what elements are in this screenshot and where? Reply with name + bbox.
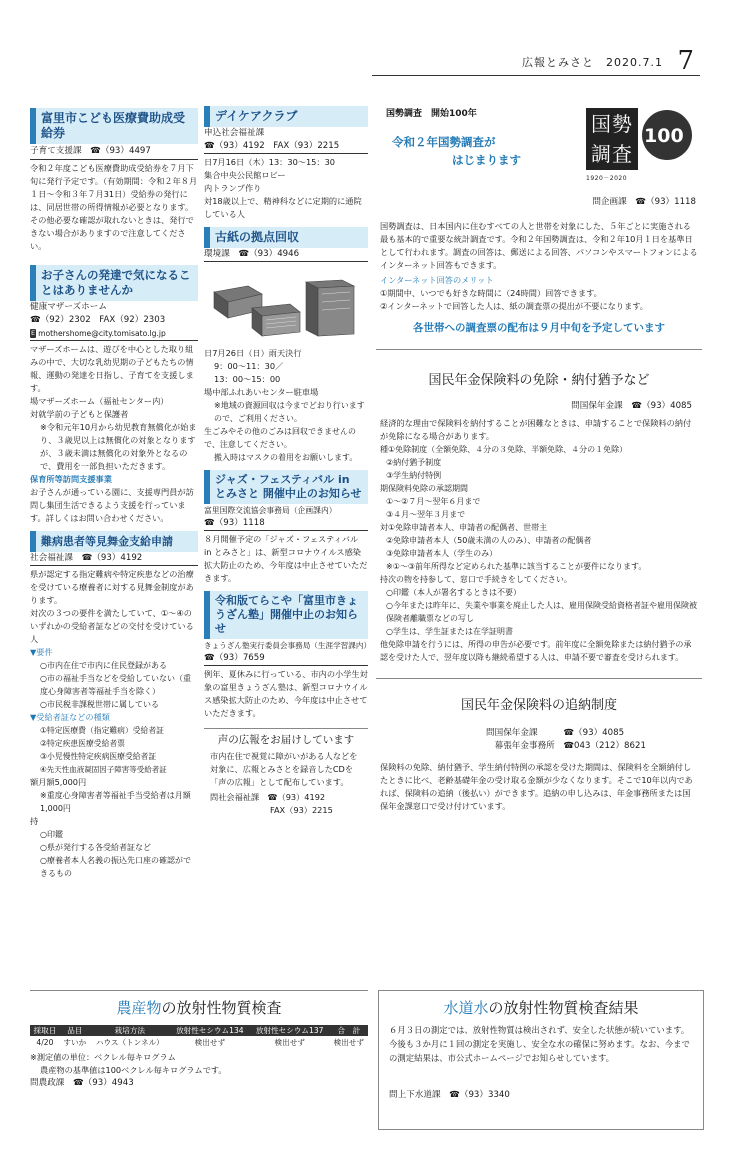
email-icon: E [31, 329, 36, 337]
kodomo-title: 富里市こども医療費助成受給券 [30, 108, 198, 144]
census-header [376, 100, 702, 218]
menjo-line-10: 持次の物を持参して、窓口で手続きをしてください。 [380, 575, 572, 584]
nousan-cell: 検出せず [274, 1038, 305, 1047]
nousan-col-method: 栽培方法 [90, 1025, 170, 1036]
kogami-extra: 生ごみやその他のごみは回収できませんので、注意してください。 [204, 427, 356, 449]
nousan-col-cs134: 放射性セシウム134 [170, 1025, 250, 1036]
hattatsu-tel: ☎（92）2302 FAX（92）2303 [30, 315, 166, 325]
jazz-section [204, 470, 368, 585]
kogami-time-0: 9：00～11：30／ [214, 361, 284, 371]
menjo-section [376, 349, 702, 664]
nousan-col-item: 品目 [60, 1025, 90, 1036]
kodomo-body: 令和２年度こども医療費助成受給券を７月下旬に発行予定です。（有効期間：令和２年８月１日～令和３年７月31日）受給券の発行には、同居世帯の所得情報が必要となります。その他必要な確認が取れないときは、発行できない場合がありますので注意してください。 [30, 163, 198, 251]
suido-title [389, 997, 693, 1019]
kogami-title: 古紙の拠点回収 [204, 227, 368, 248]
hattatsu-email[interactable]: E mothershome@city.tomisato.lg.jp [30, 327, 198, 341]
nanbyo-bring-2: ○療養者本人名義の振込先口座の確認ができるもの [40, 856, 191, 878]
column-middle [204, 106, 372, 817]
menjo-line-3: 期保険料免除の承認期間 [380, 484, 468, 493]
hattatsu-sub-body: お子さんが通っている園に、支援専門員が訪問し集団生活できるよう支援を行っています。詳しくはお問い合わせください。 [30, 487, 194, 523]
nanbyo-cert-head: ▼受給者証などの種類 [30, 712, 110, 722]
koe-body: 市内在住で視覚に障がいがある人などを対象に、広報とみさとを録音したCDを「声の広報」として配布しています。 [210, 751, 358, 787]
suido-contact: 問上下水道課 ☎（93）3340 [389, 1090, 510, 1100]
tsuino-contact-2: 幕張年金事務所 ☎043（212）8621 [486, 741, 646, 751]
terakoya-body: 例年、夏休みに行っている、市内の小学生対象の富里きょうざん塾は、新型コロナウイルス感染拡大防止のため、今年度は中止させていただきます。 [204, 669, 368, 718]
nanbyo-cert-2: ③小児慢性特定疾病医療受給者証 [40, 752, 157, 761]
menjo-line-9: ※①～③前年所得など定められた基準に該当することが要件になります。 [386, 562, 647, 571]
tsuino-body: 保険料の免除、納付猶予、学生納付特例の承認を受けた期間は、保険料を全額納付したときに比べ、老齢基礎年金の受け取る金額が少なくなります。そこで10年以内であれば、保険料の追納（後払い）ができます。追納の申し込みは、年金事務所または国保年金課窓口で受け付けています。 [380, 762, 693, 811]
menjo-line-4: ①～②７月～翌年６月まで [386, 497, 481, 506]
kogami-contact: 環境課 ☎（93）4946 [204, 248, 368, 262]
hattatsu-note: ※令和元年10月から幼児教育無償化が始まり、３歳児以上は無償化の対象となりますが、３歳未満は無償化の対象外となるので、費用を一部負担いただきます。 [40, 422, 197, 471]
hattatsu-org: 健康マザーズホーム [30, 302, 107, 312]
menjo-line-7: ②免除申請者本人（50歳未満の人のみ）、申請者の配偶者 [386, 536, 592, 545]
day-target: 対18歳以上で、精神科などに定期的に通院している人 [204, 196, 362, 219]
kodomo-section [30, 108, 198, 253]
nousan-title-highlight: 農産物 [116, 999, 162, 1017]
nousan-table-header [30, 1025, 368, 1036]
census-logo-years: 1920－2020 [586, 175, 628, 182]
kodomo-contact: 子育て支援課 ☎（93）4497 [30, 144, 198, 160]
nousan-title [30, 997, 368, 1019]
nousan-cell: 検出せず [333, 1038, 364, 1047]
table-row [30, 1036, 368, 1049]
day-place: 集合中央公民館ロビー [204, 170, 286, 180]
day-section [204, 106, 368, 221]
day-contact: 申込社会福祉課 [204, 128, 265, 138]
census-merit-1: ②インターネットで回答した人は、紙の調査票の提出が不要になります。 [380, 301, 648, 311]
nousan-col-date: 採取日 [30, 1025, 60, 1036]
nousan-col-total: 合 計 [330, 1025, 368, 1036]
jazz-body: ８月開催予定の「ジャズ・フェスティバル in とみさと」は、新型コロナウイルス感染拡大防止のため、今年度は中止させていただきます。 [204, 534, 368, 583]
newspaper-bundle-illustration [204, 262, 368, 342]
nanbyo-amount-note: ※重度心身障害者等福祉手当受給者は月額1,000円 [40, 791, 191, 813]
nanbyo-req-head: ▼要件 [30, 647, 53, 657]
terakoya-contact: きょうざん塾実行委員会事務局（生涯学習課内） [204, 641, 372, 650]
census-logo-text: 国勢調査 [586, 108, 638, 170]
nousan-title-rest: の放射性物質検査 [161, 999, 282, 1017]
kogami-section [204, 227, 368, 464]
jazz-title: ジャズ・フェスティバル in とみさと 開催中止のお知らせ [204, 470, 368, 504]
menjo-intro: 経済的な理由で保険料を納付することが困難なときは、申請することで保険料の納付が免除になる場合があります。 [380, 418, 692, 441]
page-number: 7 [677, 46, 694, 76]
jazz-tel: ☎（93）1118 [204, 517, 368, 531]
nanbyo-req-1: ○市の福祉手当などを受給していない（重度心身障害者等福祉手当を除く） [40, 674, 191, 696]
census-merit-head: インターネット回答のメリット [380, 275, 494, 285]
kogami-time-1: 13：00～15：00 [214, 374, 281, 384]
nanbyo-amount: 額月額5,000円 [30, 777, 87, 787]
kogami-note: ※地域の資源回収は今までどおり行いますので、ご利用ください。 [214, 401, 365, 423]
menjo-line-5: ③４月～翌年３月まで [386, 510, 466, 519]
menjo-line-6: 対①免除申請者本人、申請者の配偶者、世帯主 [380, 523, 548, 532]
nousan-cell: 検出せず [194, 1038, 226, 1047]
nousan-note-1: ※測定値の単位：ベクレル毎キログラム [30, 1052, 176, 1062]
nousan-cell: すいか [63, 1038, 87, 1047]
menjo-line-11: ○印鑑（本人が署名するときは不要） [386, 588, 521, 597]
column-right [376, 100, 702, 813]
koe-fax: FAX（93）2215 [270, 805, 333, 815]
nanbyo-target: 対次の３つの要件を満たしていて、①～④のいずれかの受給者証などの交付を受けている人 [30, 608, 194, 644]
suido-title-highlight: 水道水 [443, 999, 489, 1017]
hattatsu-section [30, 265, 198, 525]
kogami-when: 日7月26日（日）雨天決行 [204, 348, 302, 358]
menjo-line-1: ②納付猶予制度 [386, 458, 442, 467]
census-contact: 問企画課 ☎（93）1118 [592, 197, 696, 207]
nousan-cell: ハウス（トンネル） [95, 1038, 164, 1047]
kogami-place: 場中部ふれあいセンター駐車場 [204, 387, 319, 397]
kogami-mask: 搬入時はマスクの着用をお願いします。 [214, 453, 358, 462]
census-head-label: 国勢調査 開始100年 [386, 109, 477, 119]
terakoya-title: 令和版てらこや「富里市きょうざん塾」開催中止のお知らせ [204, 591, 368, 639]
jazz-contact: 富里国際交流協会事務局（企画課内） [204, 506, 337, 515]
day-content: 内トランプ作り [204, 183, 262, 193]
suido-body: ６月３日の測定では、放射性物質は検出されず、安全した状態が続いています。今後も３か月に１回の測定を実施し、安全な水の確保に努めます。なお、今までの測定結果は、市公式ホームページでお知らせしています。 [389, 1025, 690, 1063]
day-when: 日7月16日（木）13：30～15：30 [204, 157, 335, 167]
nanbyo-req-0: ○市内在住で市内に住民登録がある [40, 661, 167, 670]
nanbyo-cert-3: ④先天性血液凝固因子障害等受給者証 [40, 765, 167, 774]
hattatsu-place: 場マザーズホーム（福祉センター内） [30, 396, 169, 406]
terakoya-section [204, 591, 372, 720]
census-headline-1: 令和２年国勢調査が [392, 135, 496, 149]
nanbyo-bring-head: 持 [30, 816, 39, 826]
menjo-title: 国民年金保険料の免除・納付猶予など [428, 373, 650, 388]
hattatsu-target: 対就学前の子どもと保護者 [30, 409, 129, 419]
nousan-col-cs137: 放射性セシウム137 [250, 1025, 330, 1036]
koe-title: 声の広報をお届けしています [217, 734, 355, 746]
suido-section [378, 990, 704, 1130]
nanbyo-req-2: ○市民税非課税世帯に属している [40, 700, 159, 709]
hattatsu-title: お子さんの発達で気になることはありませんか [30, 265, 198, 301]
column-left [30, 108, 198, 880]
nousan-table [30, 1025, 368, 1049]
menjo-line-8: ③免除申請者本人（学生のみ） [386, 549, 498, 558]
hattatsu-subhead: 保育所等訪問支援事業 [30, 474, 112, 484]
koe-section [204, 728, 368, 817]
tsuino-section [376, 678, 702, 813]
header-rule [372, 75, 700, 76]
day-title: デイケアクラブ [204, 106, 368, 127]
nanbyo-cert-1: ②特定疾患医療受給者票 [40, 739, 125, 748]
census-merit-0: ①期間中、いつでも好きな時間に（24時間）回答できます。 [380, 288, 602, 298]
nousan-note-2: 農産物の基準値は100ベクレル毎キログラムです。 [40, 1065, 227, 1075]
menjo-line-12: ○今年または昨年に、失業や事業を廃止した人は、雇用保険受給資格者証や雇用保険被保険者離職票などの写し [386, 601, 697, 623]
suido-title-rest: の放射性物質検査結果 [488, 999, 639, 1017]
nanbyo-contact: 社会福祉課 ☎（93）4192 [30, 552, 198, 566]
nanbyo-bring-0: ○印鑑 [40, 830, 63, 839]
nanbyo-body: 県が認定する指定難病や特定疾患などの治療を受けている療養者に対する見舞金制度があります。 [30, 569, 194, 605]
hattatsu-body: マザーズホームは、遊びを中心とした取り組みの中で、大切な乳幼児期の子どもたちの情報、運動の発達を日指し、子育てを支援します。 [30, 344, 194, 393]
menjo-line-14: 他免除申請を行うには、所得の申告が必要です。前年度に全額免除または納付猶予の承認を受けた人で、翌年度以降も継続希望する人は、申請不要で審査を受けられます。 [380, 640, 692, 662]
page-header [372, 46, 700, 76]
menjo-contact: 問国保年金課 ☎（93）4085 [571, 401, 692, 411]
nanbyo-title: 難病患者等見舞金支給申請 [30, 531, 198, 552]
nanbyo-cert-0: ①特定医療費（指定難病）受給者証 [40, 726, 164, 735]
nousan-cell: 4/20 [36, 1038, 54, 1047]
menjo-line-2: ③学生納付特例 [386, 471, 442, 480]
nousan-section [30, 990, 368, 1130]
tsuino-contact-1: 問国保年金課 ☎（93）4085 [486, 728, 625, 738]
nanbyo-section [30, 531, 198, 880]
census-body: 国勢調査は、日本国内に住むすべての人と世帯を対象にした、５年ごとに実施される最も基本的で重要な統計調査です。令和２年国勢調査は、令和２年10月１日を基準日として行われます。調査の回答は、郵送による回答、パソコンやスマートフォンによるインターネット回答もできます。 [380, 221, 698, 270]
census-footer: 各世帯への調査票の配布は９月中旬を予定しています [413, 322, 665, 334]
nousan-contact: 問農政課 ☎（93）4943 [30, 1078, 134, 1088]
day-tel: ☎（93）4192 FAX（93）2215 [204, 140, 368, 154]
menjo-line-0: 種①免除制度（全額免除、４分の３免除、半額免除、４分の１免除） [380, 445, 628, 454]
census-headline-2: はじまります [452, 153, 521, 167]
census-logo [586, 108, 696, 188]
koe-contact: 問社会福祉課 ☎（93）4192 [210, 792, 326, 802]
tsuino-title: 国民年金保険料の追納制度 [460, 698, 617, 713]
census-logo-number: 100 [644, 125, 684, 147]
publication-date: 広報とみさと 2020.7.1 [522, 56, 663, 69]
nanbyo-bring-1: ○県が発行する各受給者証など [40, 843, 151, 852]
terakoya-tel: ☎（93）7659 [204, 652, 368, 666]
menjo-line-13: ○学生は、学生証または在学証明書 [386, 627, 513, 636]
